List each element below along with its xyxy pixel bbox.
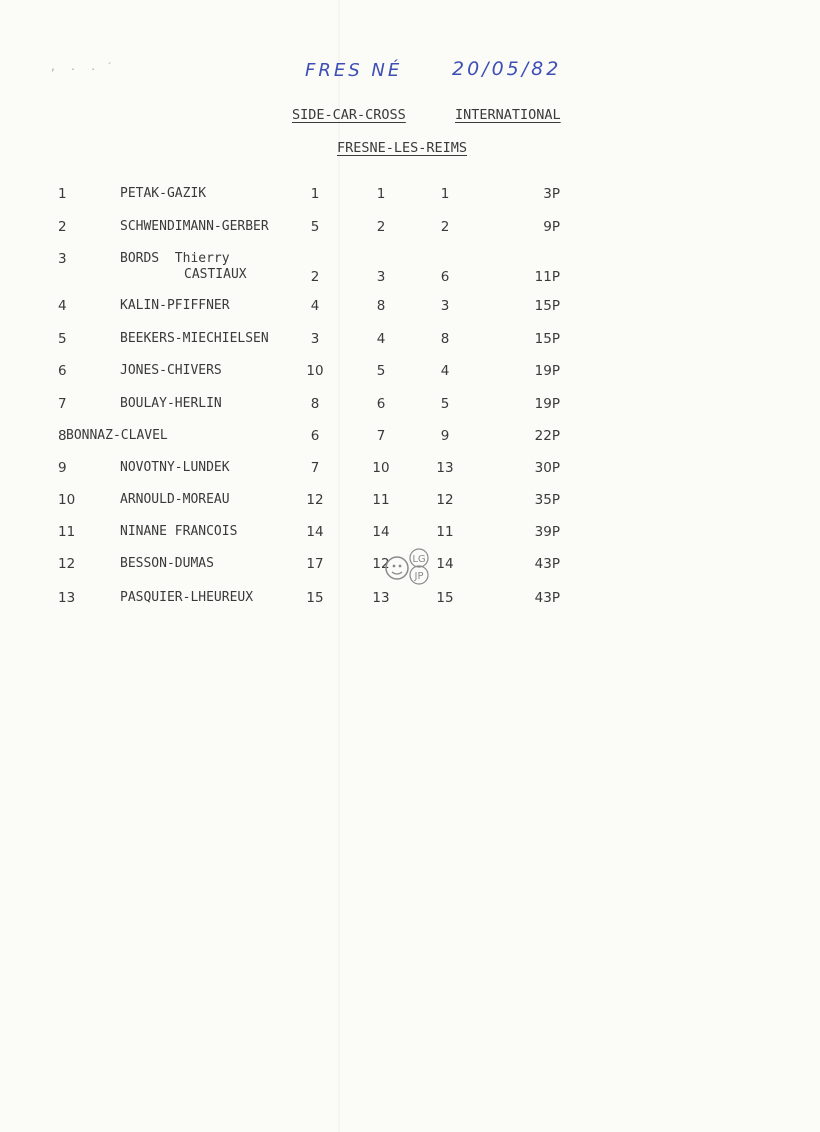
heat-1-cell: 15 [306,590,324,606]
total-points-cell: 11P [534,269,560,285]
heat-2-cell: 10 [372,460,390,476]
position-cell: 1 [58,186,67,202]
heat-2-cell: 5 [376,363,386,379]
heat-2-cell: 4 [376,331,386,347]
name-cell: ARNOULD-MOREAU [120,492,230,507]
position-cell: 2 [58,219,67,235]
total-points-cell: 9P [543,219,560,235]
heat-3-cell: 4 [440,363,450,379]
position-cell: 12 [58,556,76,572]
heat-3-cell: 1 [440,186,450,202]
event-title: SIDE-CAR-CROSS [292,107,406,123]
heat-3-cell: 14 [436,556,454,572]
table-row [0,492,820,522]
total-points-cell: 3P [543,186,560,202]
name-cell: NOVOTNY-LUNDEK [120,460,230,475]
total-points-cell: 43P [534,556,560,572]
position-cell: 7 [58,396,67,412]
position-cell: 11 [58,524,76,540]
heat-2-cell: 7 [376,428,386,444]
total-points-cell: 15P [534,298,560,314]
heat-3-cell: 13 [436,460,454,476]
heat-3-cell: 2 [440,219,450,235]
heat-3-cell: 11 [436,524,454,540]
name-cell: BONNAZ-CLAVEL [66,428,168,443]
heat-1-cell: 1 [310,186,320,202]
heat-2-cell: 11 [372,492,390,508]
table-row [0,363,820,393]
lgjp-watermark-logo [383,546,435,586]
heat-3-cell: 3 [440,298,450,314]
total-points-cell: 30P [534,460,560,476]
table-row [0,251,820,285]
heat-1-cell: 2 [310,269,320,285]
position-cell: 9 [58,460,67,476]
event-class: INTERNATIONAL [455,107,561,123]
table-row [0,331,820,361]
heat-1-cell: 4 [310,298,320,314]
svg-text:LG: LG [412,554,426,565]
name-cell: BOULAY-HERLIN [120,396,222,411]
heat-1-cell: 14 [306,524,324,540]
heat-2-cell: 12 [372,556,390,572]
corner-marks: , . . ́ [50,62,111,73]
heat-2-cell: 6 [376,396,386,412]
total-points-cell: 19P [534,396,560,412]
position-cell: 4 [58,298,67,314]
heat-2-cell: 14 [372,524,390,540]
heat-2-cell: 1 [376,186,386,202]
heat-3-cell: 5 [440,396,450,412]
event-venue: FRESNE-LES-REIMS [337,140,468,156]
heat-1-cell: 8 [310,396,320,412]
name-second-line: CASTIAUX [184,267,247,282]
name-cell: NINANE FRANCOIS [120,524,238,539]
name-cell: PETAK-GAZIK [120,186,207,201]
heat-2-cell: 8 [376,298,386,314]
heat-3-cell: 9 [440,428,450,444]
name-cell: PASQUIER-LHEUREUX [120,590,254,605]
heat-1-cell: 7 [310,460,320,476]
svg-text:JP: JP [414,571,424,582]
position-cell: 6 [58,363,67,379]
heat-3-cell: 12 [436,492,454,508]
heat-1-cell: 10 [306,363,324,379]
heat-3-cell: 6 [440,269,450,285]
name-cell: KALIN-PFIFFNER [120,298,230,313]
heat-1-cell: 5 [310,219,320,235]
total-points-cell: 19P [534,363,560,379]
name-cell: BEEKERS-MIECHIELSEN [120,331,269,346]
name-cell: BORDS Thierry [120,251,230,266]
position-cell: 5 [58,331,67,347]
table-row [0,186,820,216]
position-cell: 8 [58,428,67,444]
total-points-cell: 15P [534,331,560,347]
handwritten-date: 20/05/82 [452,58,562,80]
heat-2-cell: 2 [376,219,386,235]
name-cell: JONES-CHIVERS [120,363,222,378]
table-row [0,428,820,458]
table-row [0,460,820,490]
position-cell: 3 [58,251,67,267]
total-points-cell: 43P [534,590,560,606]
table-row [0,396,820,426]
heat-3-cell: 15 [436,590,454,606]
heat-1-cell: 3 [310,331,320,347]
total-points-cell: 22P [534,428,560,444]
table-row [0,219,820,249]
heat-2-cell: 3 [376,269,386,285]
position-cell: 10 [58,492,76,508]
heat-1-cell: 6 [310,428,320,444]
heat-1-cell: 12 [306,492,324,508]
heat-2-cell: 13 [372,590,390,606]
position-cell: 13 [58,590,76,606]
name-cell: SCHWENDIMANN-GERBER [120,219,269,234]
heat-3-cell: 8 [440,331,450,347]
total-points-cell: 35P [534,492,560,508]
heat-1-cell: 17 [306,556,324,572]
table-row [0,590,820,620]
name-cell: BESSON-DUMAS [120,556,214,571]
total-points-cell: 39P [534,524,560,540]
handwritten-place: FRES NÉ [305,60,403,81]
table-row [0,298,820,328]
